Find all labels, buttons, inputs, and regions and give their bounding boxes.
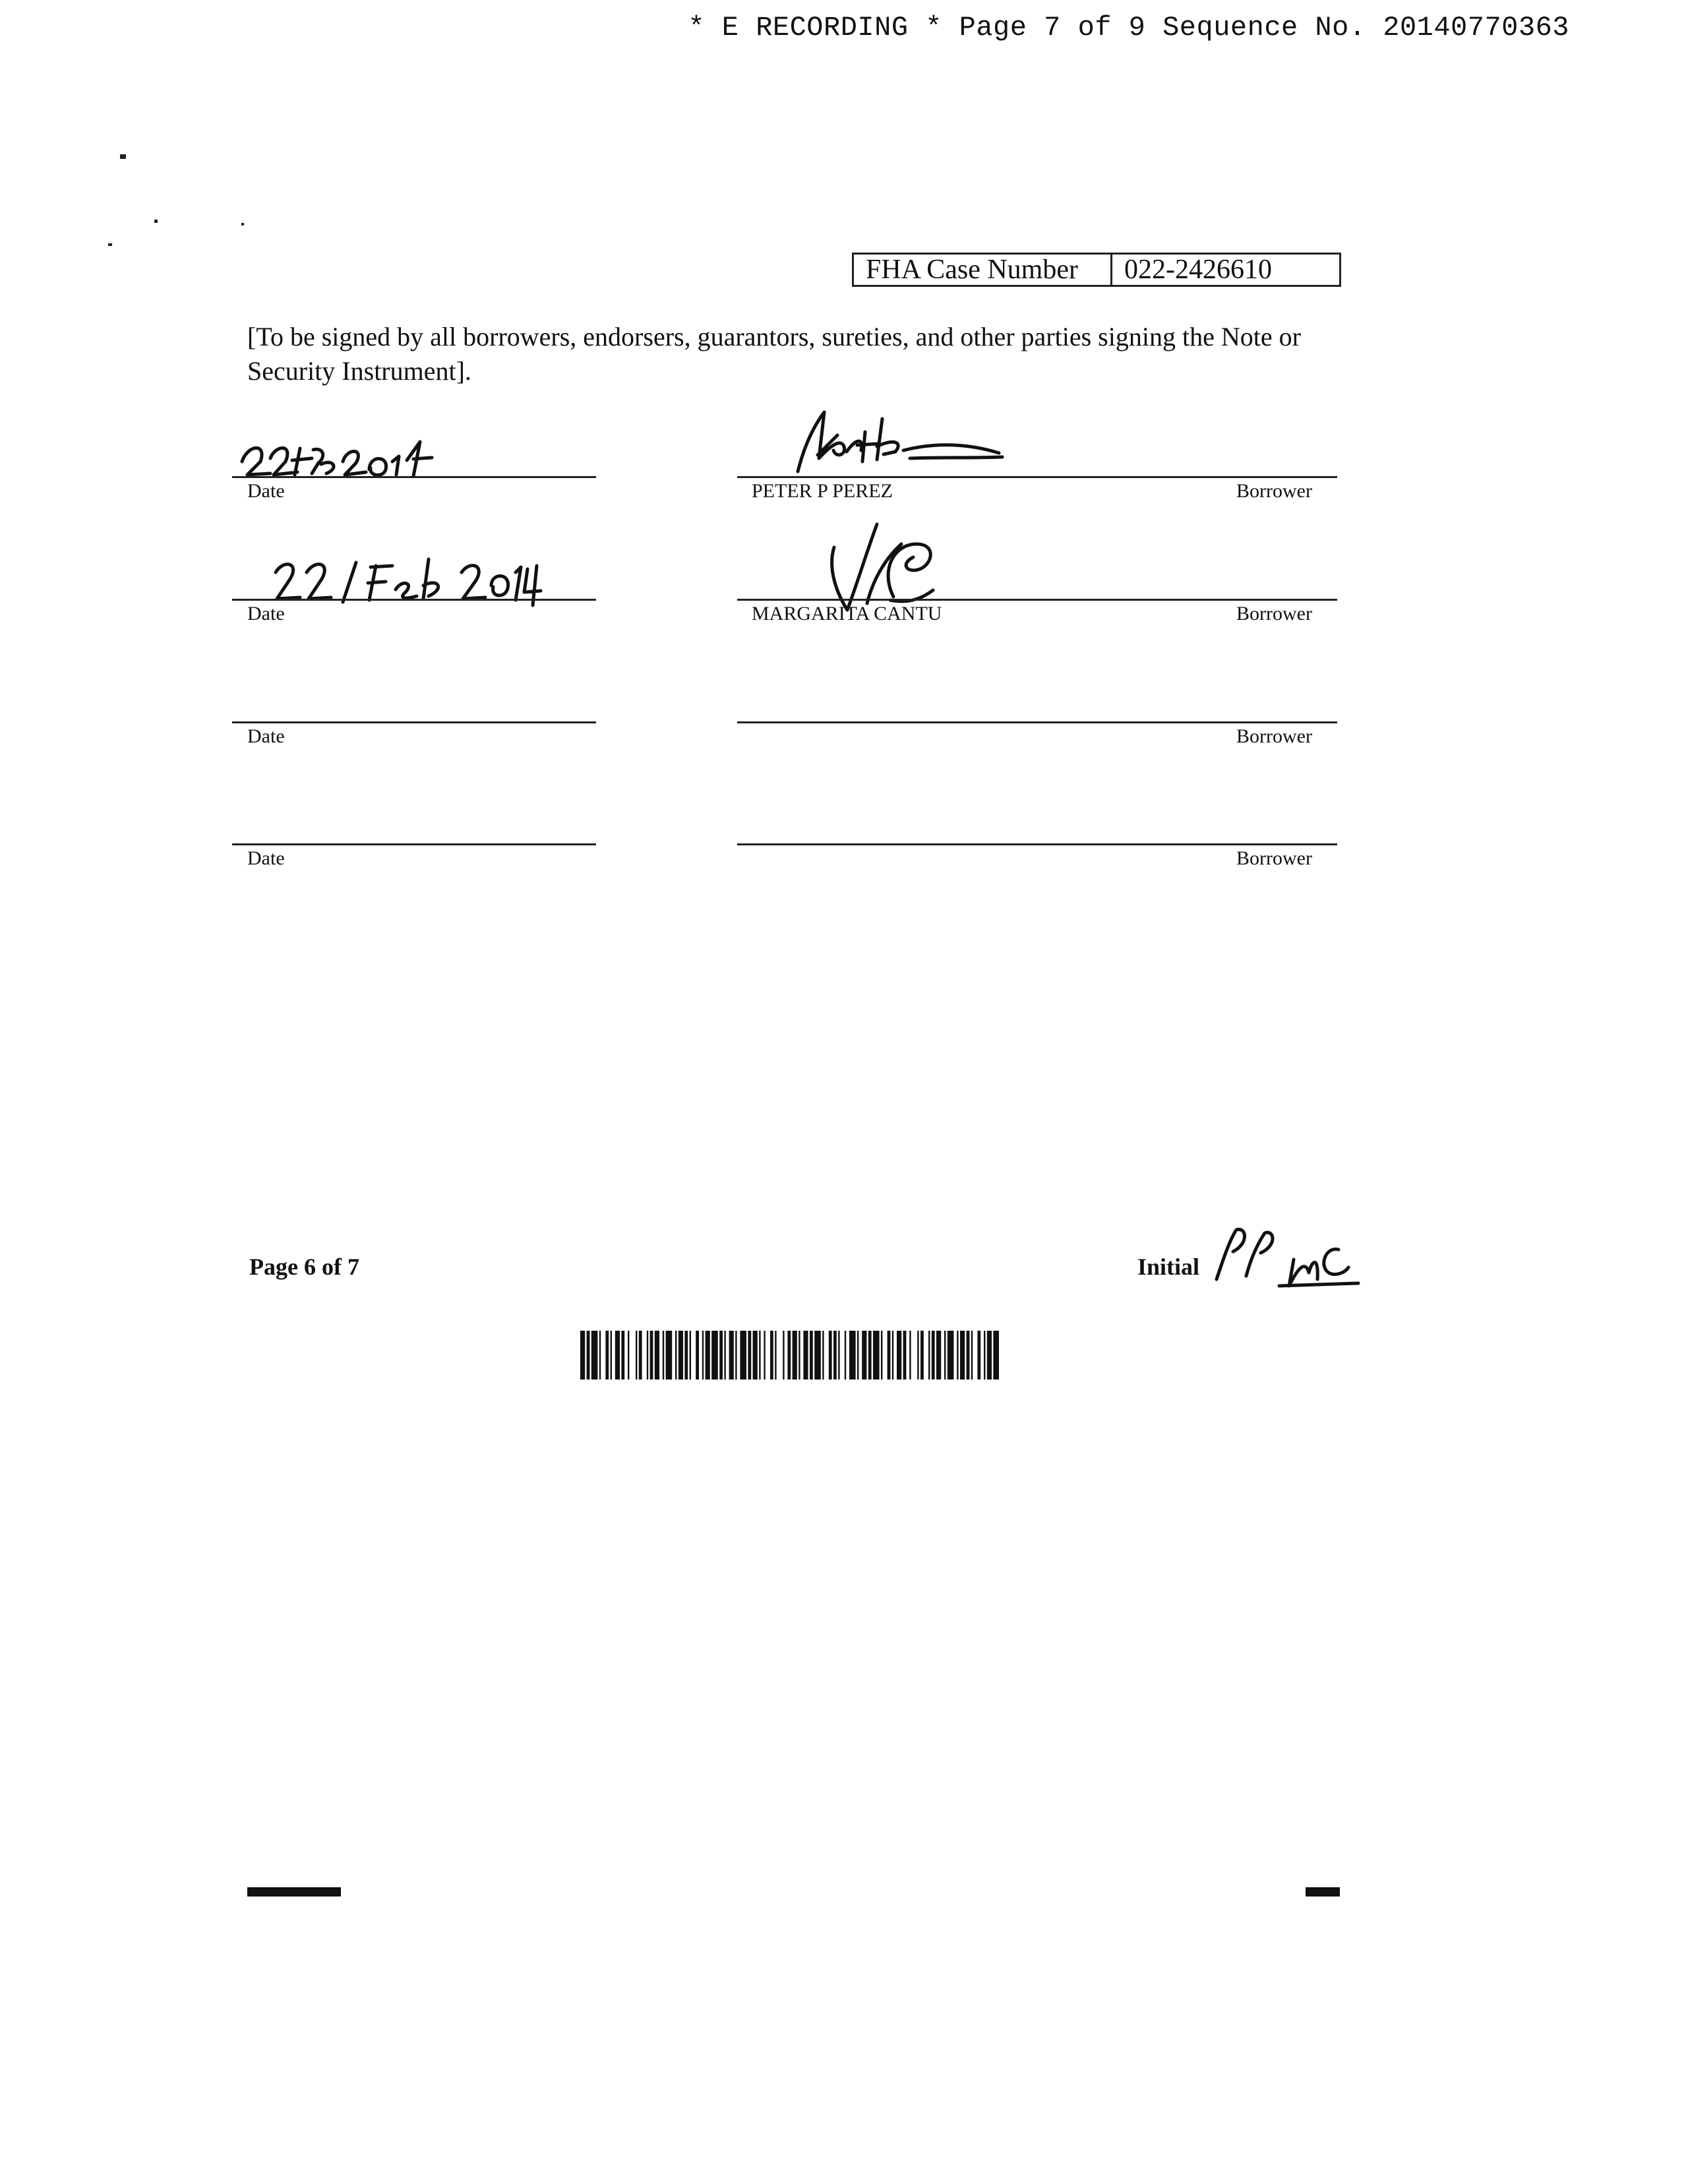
barcode-bar [993, 1331, 999, 1380]
barcode-bar [829, 1331, 832, 1380]
fha-case-number-value: 022-2426610 [1124, 255, 1272, 285]
barcode-bar [684, 1331, 688, 1380]
barcode-bar [849, 1331, 856, 1380]
barcode-bar [787, 1331, 791, 1380]
scan-speck [154, 220, 158, 223]
barcode-bar [932, 1331, 935, 1380]
barcode-bar [735, 1331, 737, 1380]
barcode-bar [615, 1331, 620, 1380]
barcode-bar [628, 1331, 629, 1380]
signing-instruction: [To be signed by all borrowers, endorsers, guarantors, sureties, and other parties signing the Note or Security Instrument]. [247, 322, 1301, 386]
barcode-bar [987, 1331, 992, 1380]
barcode-bar [810, 1331, 813, 1380]
barcode-bar [719, 1331, 723, 1380]
barcode-bar [591, 1331, 598, 1380]
barcode-bar [639, 1331, 642, 1380]
date-label-4: Date [247, 847, 285, 869]
borrower-role-1: Borrower [1236, 480, 1312, 502]
barcode-bar [753, 1331, 758, 1380]
barcode-bar [845, 1331, 846, 1380]
barcode-bar [770, 1331, 773, 1380]
barcode-bar [984, 1331, 985, 1380]
barcode-bar [920, 1331, 924, 1380]
barcode-bar [971, 1331, 973, 1380]
barcode-bar [967, 1331, 970, 1380]
handwritten-date-1 [234, 422, 471, 485]
borrower-role-2: Borrower [1236, 603, 1312, 624]
initials-handwritten [1207, 1220, 1365, 1292]
registration-mark-left [247, 1887, 341, 1896]
initial-label: Initial [1137, 1254, 1200, 1280]
barcode-bar [711, 1331, 718, 1380]
barcode-bar [917, 1331, 919, 1380]
borrower-line-4 [737, 843, 1337, 845]
scan-speck [108, 243, 112, 246]
barcode-bar [647, 1331, 648, 1380]
barcode-bar [605, 1331, 609, 1380]
barcode-bar [903, 1331, 907, 1380]
barcode-bar [909, 1331, 911, 1380]
date-line-4 [232, 843, 596, 845]
barcode [580, 1331, 999, 1380]
date-label-2: Date [247, 603, 285, 624]
barcode-bar [857, 1331, 859, 1380]
fha-case-number-label: FHA Case Number [854, 255, 1112, 285]
barcode-bar [663, 1331, 664, 1380]
scan-speck [241, 223, 244, 226]
barcode-bar [748, 1331, 751, 1380]
barcode-bar [960, 1331, 965, 1380]
barcode-bar [814, 1331, 821, 1380]
barcode-bar [706, 1331, 710, 1380]
borrower-line-1 [737, 476, 1337, 478]
barcode-bar [928, 1331, 930, 1380]
barcode-bar [892, 1331, 893, 1380]
date-line-1 [232, 476, 596, 478]
borrower-line-3 [737, 721, 1337, 723]
scan-speck [120, 154, 126, 159]
borrower-name-1: PETER P PEREZ [752, 480, 893, 502]
borrower-line-2 [737, 599, 1337, 601]
barcode-bar [764, 1331, 765, 1380]
borrower-role-3: Borrower [1236, 725, 1312, 747]
barcode-bar [580, 1331, 585, 1380]
barcode-bar [838, 1331, 839, 1380]
barcode-bar [936, 1331, 941, 1380]
barcode-bar [655, 1331, 659, 1380]
barcode-bar [881, 1331, 882, 1380]
barcode-bar [897, 1331, 901, 1380]
barcode-bar [803, 1331, 808, 1380]
barcode-bar [690, 1331, 691, 1380]
barcode-bar [944, 1331, 946, 1380]
barcode-bar [775, 1331, 776, 1380]
registration-mark-right [1306, 1887, 1340, 1896]
barcode-bar [977, 1331, 980, 1380]
barcode-bar [636, 1331, 637, 1380]
barcode-bar [621, 1331, 624, 1380]
barcode-bar [793, 1331, 797, 1380]
date-line-3 [232, 721, 596, 723]
barcode-bar [759, 1331, 760, 1380]
borrower-name-2: MARGARITA CANTU [752, 603, 942, 624]
barcode-bar [724, 1331, 725, 1380]
date-label-3: Date [247, 725, 285, 747]
date-line-2 [232, 599, 596, 601]
date-label-1: Date [247, 480, 285, 502]
page-number: Page 6 of 7 [249, 1254, 359, 1280]
barcode-bar [888, 1331, 891, 1380]
barcode-bar [702, 1331, 704, 1380]
borrower-role-4: Borrower [1236, 847, 1312, 869]
fha-case-number-box [852, 253, 1341, 287]
barcode-bar [611, 1331, 612, 1380]
recording-header: * E RECORDING * Page 7 of 9 Sequence No. 20140770363 [688, 12, 1569, 44]
barcode-bar [868, 1331, 872, 1380]
barcode-bar [729, 1331, 734, 1380]
barcode-bar [740, 1331, 746, 1380]
barcode-bar [957, 1331, 958, 1380]
barcode-bar [599, 1331, 601, 1380]
barcode-bar [833, 1331, 837, 1380]
barcode-bar [696, 1331, 699, 1380]
barcode-bar [783, 1331, 784, 1380]
barcode-bar [799, 1331, 800, 1380]
barcode-bar [873, 1331, 880, 1380]
borrower-signature-1 [778, 406, 1015, 481]
barcode-bar [650, 1331, 653, 1380]
barcode-bar [948, 1331, 954, 1380]
barcode-bar [675, 1331, 677, 1380]
borrower-signature-2 [821, 518, 953, 617]
barcode-bar [587, 1331, 590, 1380]
barcode-bar [822, 1331, 824, 1380]
barcode-bar [678, 1331, 683, 1380]
barcode-bar [862, 1331, 866, 1380]
barcode-bar [666, 1331, 673, 1380]
